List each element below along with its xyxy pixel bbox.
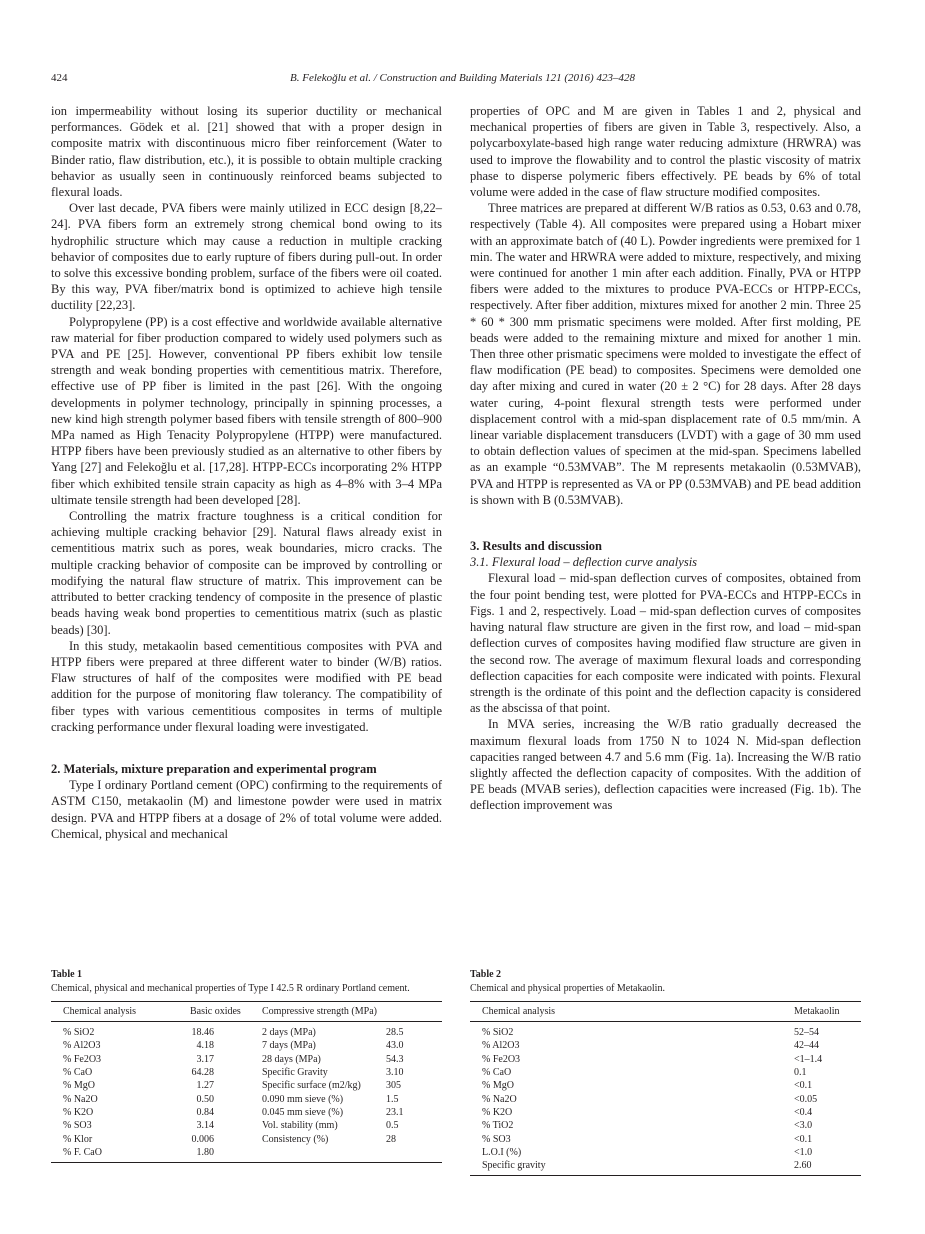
- table-row: [470, 1092, 861, 1105]
- column-header: Metakaolin: [782, 1002, 861, 1022]
- table-cell: 0.1: [794, 1067, 807, 1079]
- table-row: [470, 1022, 861, 1040]
- table-cell: <1.0: [794, 1146, 813, 1158]
- paragraph: Flexural load – mid-span deflection curves of composites, obtained from the four point bending test, were plotted for PVA-ECCs and HTPP-ECCs in Figs. 1 and 2, respectively. Load – mid-span deflection curves of composites having natural flaw structure are given in the first row, and load – mid-span deflection curves of composites having modified flaw structure are given in the second row. The average of maximum flexural loads and corresponding deflection capacities for each composite were indicated with points. Flexural strength is the ordinate of this point and the deflection capacity is considered as the abscissa of that point.: [470, 571, 861, 716]
- table-cell: % Al2O3: [482, 1040, 520, 1052]
- paragraph: In MVA series, increasing the W/B ratio gradually decreased the maximum flexural loads from 1750 N to 1024 N. Mid-span deflection capacities ranged between 4.7 and 5.6 mm (Fig. 1a). Increasing the W/B ratio slightly affected the deflection capacity of composites. With the addition of PE beads (MVAB series), deflection capacities were increased (Fig. 1b). The deflection improvement was: [470, 717, 861, 813]
- table-cell: % MgO: [63, 1080, 95, 1092]
- paragraph: properties of OPC and M are given in Tables 1 and 2, physical and mechanical properties of fibers are given in Table 3, respectively. Also, a polycarboxylate-based high range water reducing admixture (HRWRA) was used to improve the flowability and to control the plastic viscosity of matrix phase to disperse polymeric fibers effectively. PE beads by 6% of total volume were added in the case of flaw structure modified composites.: [470, 104, 861, 200]
- table-cell: 18.46: [191, 1027, 214, 1039]
- table-cell: 42–44: [794, 1040, 819, 1052]
- table-cell: 1.80: [178, 1146, 250, 1163]
- table-cell: 2 days (MPa): [262, 1027, 316, 1039]
- table-cell: % Fe2O3: [63, 1053, 102, 1065]
- table-cell: 64.28: [191, 1067, 214, 1079]
- table-row: [51, 1066, 442, 1079]
- table-label: Table 2: [470, 969, 502, 980]
- table-cell: <0.05: [794, 1093, 818, 1105]
- column-header: Basic oxides: [178, 1002, 250, 1022]
- paragraph: Type I ordinary Portland cement (OPC) confirming to the requirements of ASTM C150, metakaolin (M) and limestone powder were used in matrix design. PVA and HTPP fibers at a dosage of 2% of total volume were added. Chemical, physical and mechanical: [51, 778, 442, 841]
- table-cell: % Na2O: [482, 1093, 517, 1105]
- table-cell: 23.1: [386, 1106, 404, 1118]
- table-cell: % K2O: [63, 1106, 94, 1118]
- table-row: [51, 1039, 442, 1052]
- table-cell: % F. CaO: [51, 1146, 178, 1163]
- table-cell: [250, 1146, 386, 1163]
- data-table: [470, 1001, 861, 1176]
- table-row: [51, 1053, 442, 1066]
- table-cell: 7 days (MPa): [262, 1040, 316, 1052]
- paragraph: Three matrices are prepared at different W/B ratios as 0.53, 0.63 and 0.78, respectively (Table 4). All composites were prepared using a Hobart mixer with an approximate batch of (40 L). Powder ingredients were premixed for 1 min. The water and HRWRA were added to mixture, respectively, and mixing were continued for another 1 min after each addition. Finally, PVA or HTPP fibers were added to the mixtures to produce PVA-ECCs or HTPP-ECCs, respectively. After fiber addition, mixtures mixed for another 2 min. Three 25 * 60 * 300 mm prismatic specimens were molded. After first molding, PE beads were added to the remaining mixture and mixed for another 1 min. Then three other prismatic specimens were molded to investigate the effect of flaw modification (PE bead) to composites. Specimens were demolded one day after mixing and cured in water (20 ± 2 °C) for 28 days. After 28 days water curing, 4-point flexural strength tests were performed under displacement control with a mid-span displacement rate of 0.5 mm/min. A linear variable displacement transducers (LVDT) with a gage of 30 mm used to obtain deflection values of specimen at the mid-span. Specimens labelled as an example “0.53MVAB”. The M represents metakaolin (0.53MVAB), PVA and HTPP is represented as VA or PP (0.53MVAB) and PE bead addition is shown with B (0.53MVAB).: [470, 201, 861, 507]
- table-cell: 43.0: [386, 1040, 404, 1052]
- table-row: [51, 1132, 442, 1145]
- table-cell: % SO3: [482, 1133, 511, 1145]
- paragraph: Controlling the matrix fracture toughness is a critical condition for achieving multiple cracking behavior [29]. Natural flaws already exist in cementitious matrix such as pores, weak boundaries, micro cracks. The multiple cracking behavior of composite can be improved by controlling or modifying the natural flaw structure of matrix. This improvement can be attributed to better cracking tendency of composite in the presence of plastic beads having weak bond properties to cementitious matrix (such as plastic beads) [30].: [51, 509, 442, 637]
- section-heading: 2. Materials, mixture preparation and experimental program: [51, 761, 377, 776]
- table-cell: <0.4: [794, 1106, 813, 1118]
- table-cell: 28: [386, 1133, 396, 1145]
- table-cell: 0.090 mm sieve (%): [262, 1093, 344, 1105]
- table-cell: <0.1: [794, 1080, 813, 1092]
- table-cell: L.O.I (%): [482, 1146, 522, 1158]
- table-cell: % K2O: [482, 1106, 513, 1118]
- table-cell: 3.10: [386, 1067, 404, 1079]
- right-column: [470, 103, 861, 814]
- table-row: [51, 1146, 442, 1163]
- table-cell: % MgO: [482, 1080, 514, 1092]
- page-number: 424: [51, 72, 68, 84]
- table-cell: % Fe2O3: [482, 1053, 521, 1065]
- paragraph: Over last decade, PVA fibers were mainly utilized in ECC design [8,22–24]. PVA fibers form an extremely strong chemical bond owing to its hydrophilic structure which may cause a reduction in multiple cracking behavior of composites due to early rupture of fibers during pull-out. In order to solve this excessive bonding problem, surface of the fibers were oil coated. By this way, PVA fiber/matrix bond is optimized to achieve high tensile ductility [22,23].: [51, 201, 442, 313]
- table-cell: 0.5: [386, 1120, 399, 1132]
- table-cell: 3.17: [196, 1053, 214, 1065]
- table-cell: Consistency (%): [262, 1133, 329, 1145]
- table-cell: 2.60: [782, 1159, 861, 1176]
- table-cell: Specific Gravity: [262, 1067, 328, 1079]
- table-row: [51, 1106, 442, 1119]
- table-cell: % SO3: [63, 1120, 92, 1132]
- table-cell: % Na2O: [63, 1093, 98, 1105]
- table-cell: <0.1: [794, 1133, 813, 1145]
- table-caption: Chemical, physical and mechanical properties of Type I 42.5 R ordinary Portland cement.: [51, 983, 410, 994]
- table-cell: % CaO: [482, 1067, 512, 1079]
- table-row: [51, 1079, 442, 1092]
- table-row: [470, 1119, 861, 1132]
- table-cell: 0.50: [196, 1093, 214, 1105]
- table-cell: 4.18: [196, 1040, 214, 1052]
- table-cell: 28 days (MPa): [262, 1053, 321, 1065]
- table-row: [470, 1159, 861, 1176]
- table-cell: 0.84: [196, 1106, 214, 1118]
- table-row: [470, 1039, 861, 1052]
- paragraph: ion impermeability without losing its superior ductility or mechanical performances. Gödek et al. [21] showed that with a proper design in composite matrix with discontinuous micro fiber reinforcement (Water to Binder ratio, flaw distribution, etc.), it is possible to obtain multiple cracking behavior as usually seen in continuously reinforced beams subjected to flexural loads.: [51, 104, 442, 200]
- paragraph: In this study, metakaolin based cementitious composites with PVA and HTPP fibers were prepared at three different water to binder (W/B) ratios. Flaw structures of half of the composites were modified with PE bead addition for the purpose of monitoring flaw tolerancy. The compatibility of fiber types with various cementitious composites in terms of multiple cracking performance under flexural loading were investigated.: [51, 638, 442, 734]
- table-row: [51, 1119, 442, 1132]
- left-column: [51, 103, 442, 842]
- table-cell: 28.5: [386, 1027, 404, 1039]
- table-label: Table 1: [51, 969, 83, 980]
- running-head: B. Felekoğlu et al. / Construction and Building Materials 121 (2016) 423–428: [290, 72, 635, 84]
- table-cell: [386, 1146, 442, 1163]
- table-cell: % CaO: [63, 1067, 93, 1079]
- table-row: [470, 1053, 861, 1066]
- table-cell: <3.0: [794, 1120, 813, 1132]
- table-row: [470, 1146, 861, 1159]
- subsection-heading: 3.1. Flexural load – deflection curve analysis: [470, 555, 698, 570]
- table-row: [470, 1132, 861, 1145]
- table-cell: <1–1.4: [794, 1053, 823, 1065]
- table-row: [470, 1106, 861, 1119]
- column-header: Compressive strength (MPa): [250, 1002, 442, 1022]
- table-cell: % SiO2: [482, 1027, 514, 1039]
- table-cell: Vol. stability (mm): [262, 1120, 338, 1132]
- table-row: [470, 1066, 861, 1079]
- data-table: [51, 1001, 442, 1163]
- column-header: Chemical analysis: [51, 1002, 178, 1022]
- table-cell: 1.27: [196, 1080, 214, 1092]
- table-cell: % TiO2: [482, 1120, 514, 1132]
- table-row: [470, 1079, 861, 1092]
- table-cell: % Klor: [63, 1133, 93, 1145]
- table-2: [470, 968, 861, 1176]
- table-cell: % SiO2: [63, 1027, 95, 1039]
- table-header-row: [470, 1002, 861, 1022]
- table-cell: % Al2O3: [63, 1040, 101, 1052]
- paragraph: Polypropylene (PP) is a cost effective and worldwide available alternative raw material for fiber production compared to widely used polymers such as PVA and PE [25]. However, conventional PP fibers exhibit low tensile strength and weak bonding properties with cementitious matrix. Therefore, effective use of PP fiber is limited in the past [26]. With the ongoing developments in polymer technology, principally in spinning processes, a new kind high strength polymer based fibers with tensile strength of 800–900 MPa named as High Tenacity Polypropylene (HTPP) were manufactured. HTPP fibers have been previously studied as an alternative to other fibers by Yang [27] and Felekoğlu et al. [17,28]. HTPP-ECCs incorporating 2% HTPP fiber which exhibited tensile strain capacity as high as 4–8% with 3–4 MPa ultimate tensile strength had been developed [28].: [51, 314, 442, 507]
- table-cell: 52–54: [794, 1027, 819, 1039]
- table-row: [51, 1022, 442, 1040]
- table-cell: 0.006: [191, 1133, 214, 1145]
- table-1: [51, 968, 442, 1163]
- table-cell: Specific surface (m2/kg): [262, 1080, 361, 1092]
- table-cell: 0.045 mm sieve (%): [262, 1106, 344, 1118]
- table-header-row: [51, 1002, 442, 1022]
- table-cell: 305: [386, 1080, 401, 1092]
- table-cell: Specific gravity: [470, 1159, 782, 1176]
- section-heading: 3. Results and discussion: [470, 539, 602, 554]
- table-cell: 3.14: [196, 1120, 214, 1132]
- table-row: [51, 1092, 442, 1105]
- column-header: Chemical analysis: [470, 1002, 782, 1022]
- table-caption: Chemical and physical properties of Metakaolin.: [470, 983, 665, 994]
- table-cell: 1.5: [386, 1093, 399, 1105]
- table-cell: 54.3: [386, 1053, 404, 1065]
